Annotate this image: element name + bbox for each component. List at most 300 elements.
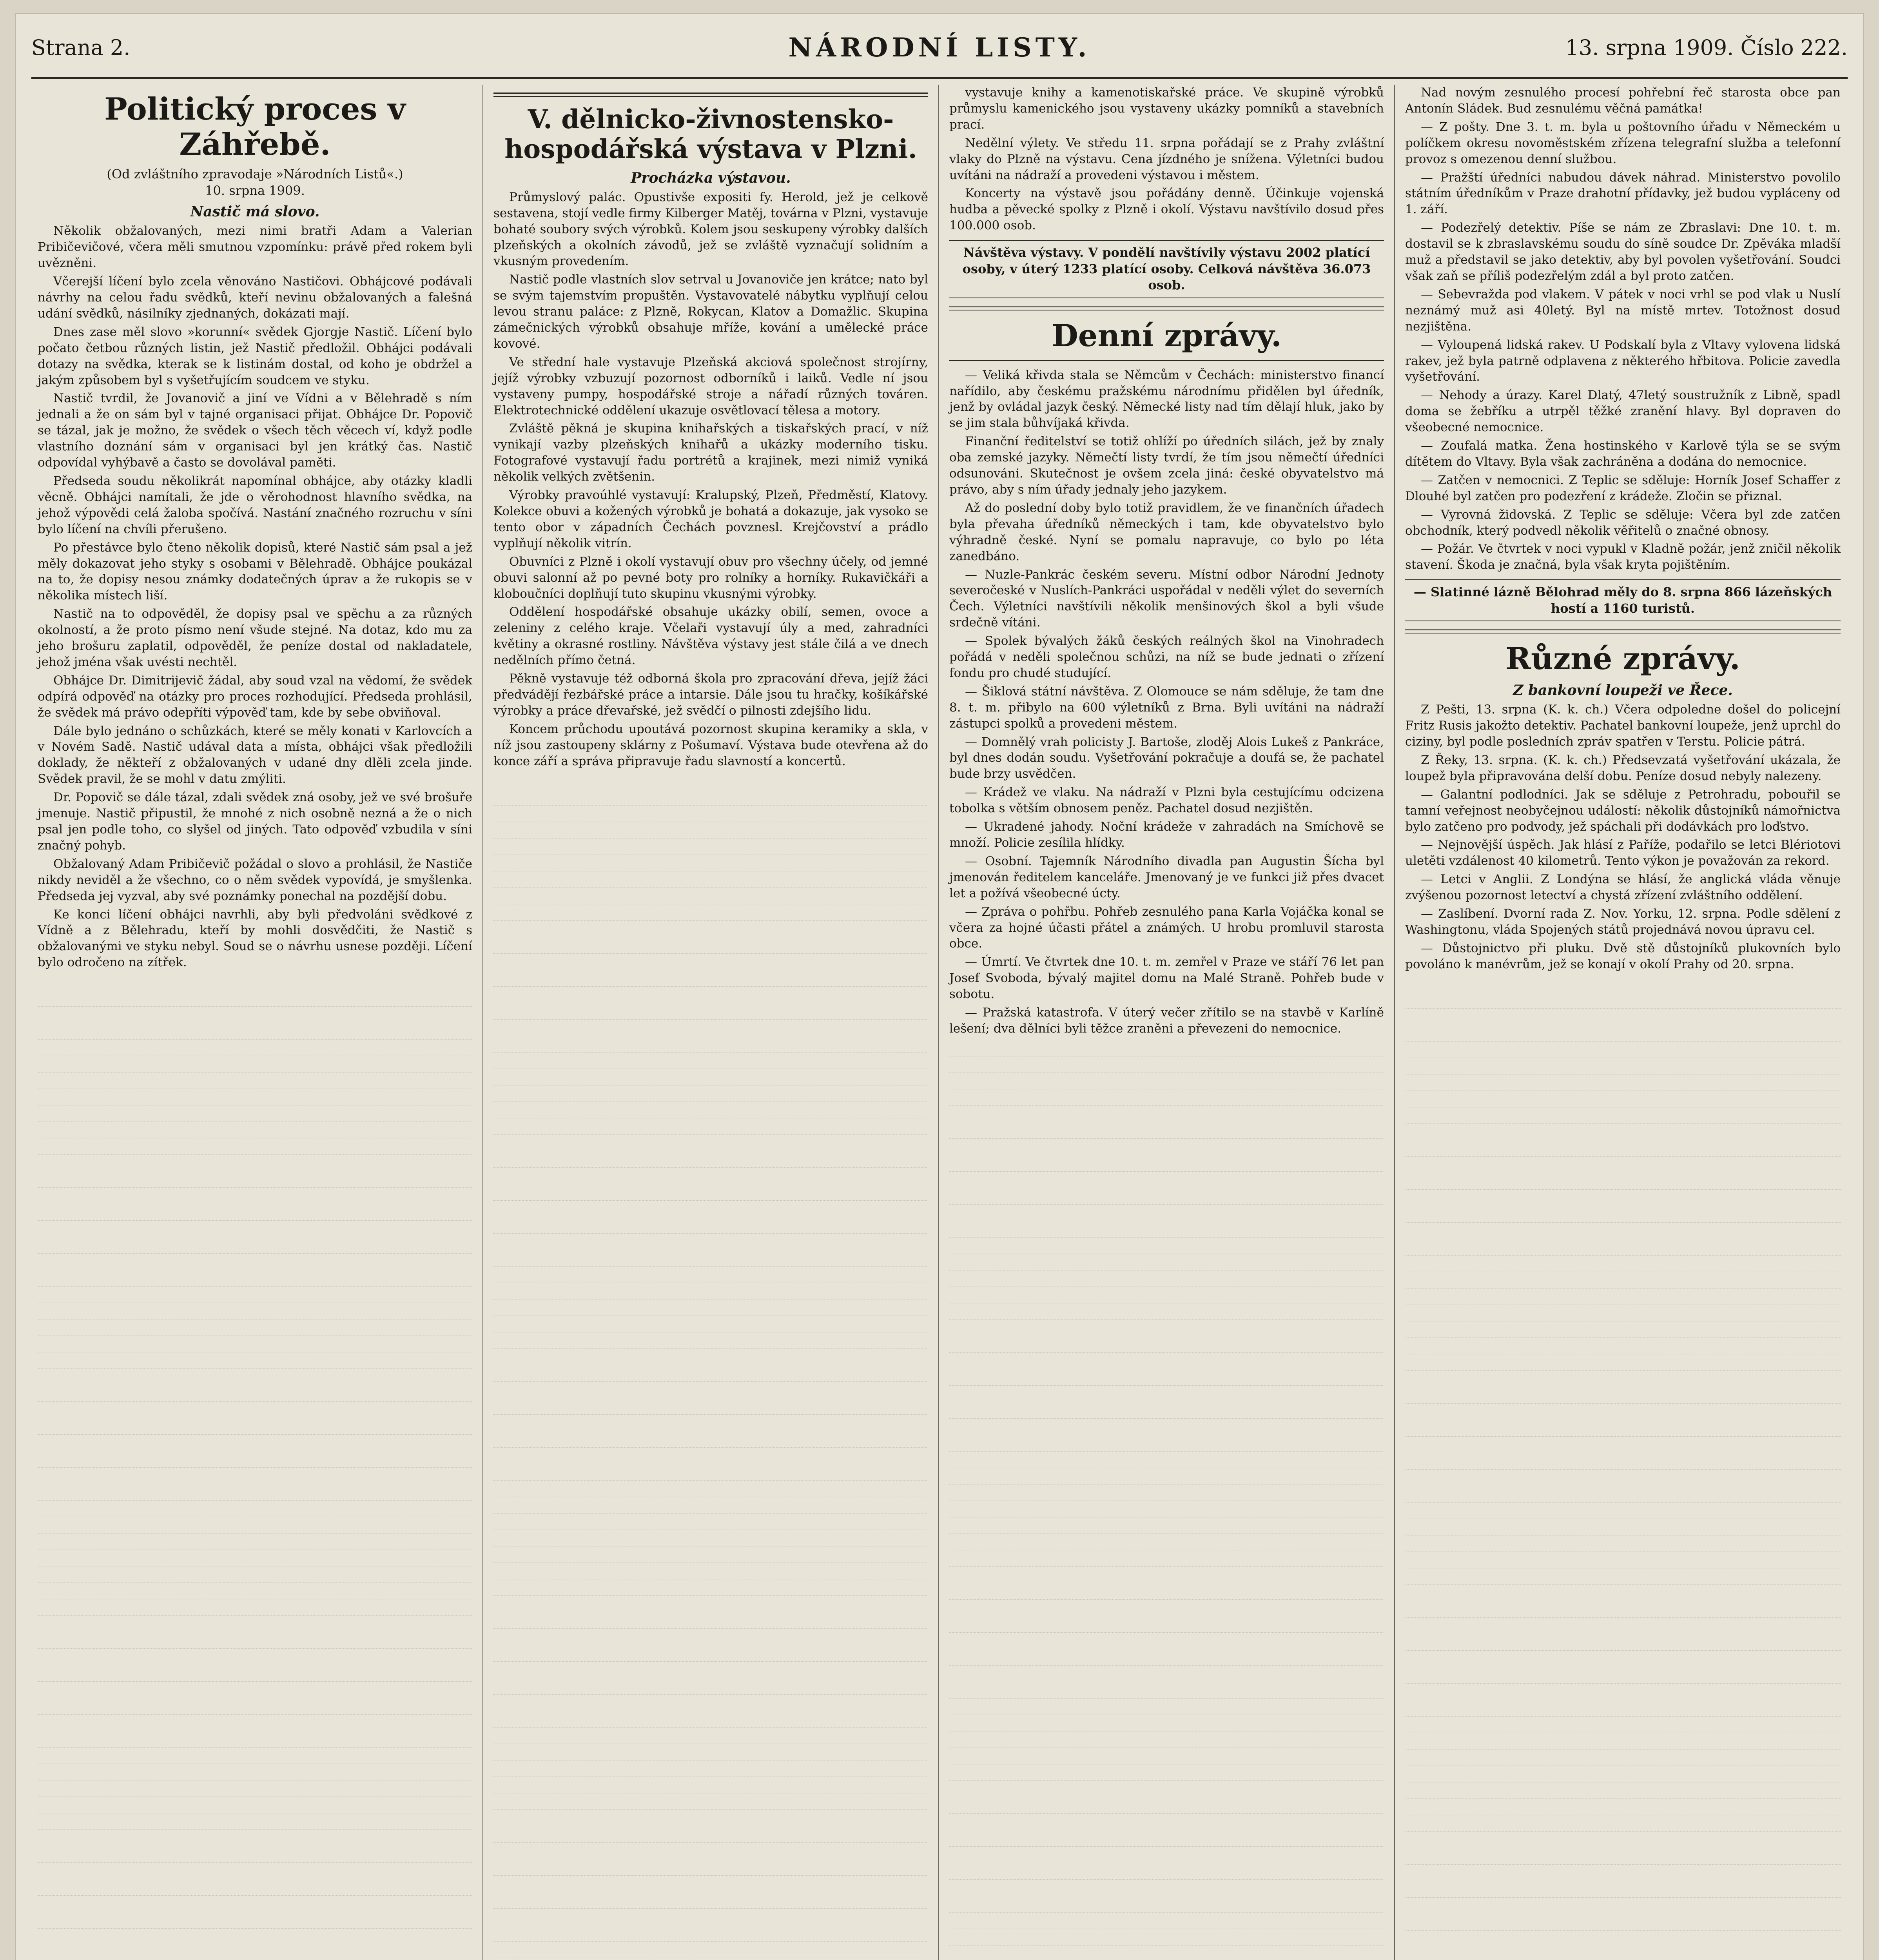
newspaper-page [16,14,1863,1960]
paragraph: Z Řeky, 13. srpna. (K. k. ch.) Předsevzatá vyšetřování ukázala, že loupež byla připravována delší dobu. Peníze dosud nebyly nalezeny. [1405,753,1841,783]
paragraph: — Zatčen v nemocnici. Z Teplic se sděluje: Horník Josef Schaffer z Dlouhé byl zatčen pro podezření z krádeže. Zločin se přiznal. [1405,473,1841,503]
text-line [949,1089,1384,1106]
text-line [38,1270,472,1287]
text-line [1405,1651,1841,1667]
text-line [38,1105,472,1122]
text-line [949,1303,1384,1320]
text-line [493,1431,928,1448]
text-line [949,1254,1384,1270]
text-line [949,1369,1384,1386]
text-line [1405,1256,1841,1272]
text-line [38,1369,472,1385]
text-line [493,1859,928,1876]
text-line [38,1698,472,1715]
text-line [1405,1733,1841,1749]
text-line [38,1237,472,1254]
text-line [949,1188,1384,1205]
section-headline: Různé zprávy. [1505,641,1740,677]
text-line [493,1728,928,1744]
text-line [949,1896,1384,1913]
attendance-notice: Návštěva výstavy. V pondělí navštívily výstavu 2002 platící osoby, v úterý 1233 platící osoby. Celková návštěva 36.073 osob. [949,240,1384,298]
paragraph: Koncerty na výstavě jsou pořádány denně. Účinkuje vojenská hudba a pěvecké spolky z Plzně i okolí. Výstavu navštívilo dosud přes 100.000 osob. [949,186,1384,233]
masthead [31,18,1848,79]
paragraph: — Vyrovná židovská. Z Teplic se sděluje: Včera byl zde zatčen obchodník, který podvedl několik věřitelů o značné obnosy. [1405,507,1841,538]
spa-notice: — Slatinné lázně Bělohrad měly do 8. srpna 866 lázeňských hostí a 1160 turistů. [1405,579,1841,621]
text-line [949,1155,1384,1172]
text-line [493,1184,928,1201]
text-line [493,888,928,904]
article-continuation [949,85,1384,234]
text-line [493,1810,928,1826]
paragraph: Průmyslový palác. Opustivše expositi fy. Herold, jež je celkově sestavena, stojí vedle firmy Kilberger Matěj, továrna v Plzni, vystavuje bohaté soubory svých výrobků. Kolem jsou seskupeny výrobky dalších plzeňských a okolních závodů, jež se zvláště vyznačují solidním a vkusným provedením. [493,190,928,269]
text-line [38,1287,472,1303]
article-body [38,223,472,971]
text-line [493,1579,928,1596]
text-line [1405,1717,1841,1733]
paragraph: — Pražská katastrofa. V úterý večer zřítilo se na stavbě v Karlíně lešení; dva dělníci byli těžce zraněni a převezeni do nemocnice. [949,1005,1384,1036]
text-line [493,1695,928,1711]
text-line [38,1303,472,1319]
column-4 [1395,85,1851,1960]
text-line [1405,1799,1841,1815]
paragraph: Nastič podle vlastních slov setrval u Jovanoviče jen krátce; nato byl se svým tajemstvím propuštěn. Vystavovatelé nábytku vyplňují celou levou stranu paláce: z Plzně, Rokycan, Klatov a Domažlic. Skupina zámečnických výrobků obsahuje mříže, kování a umělecké práce kovové. [493,272,928,351]
text-line [1405,1634,1841,1651]
text-line [1405,1535,1841,1552]
text-line [949,1797,1384,1814]
text-line [493,1299,928,1316]
text-line [493,904,928,921]
text-line [38,1517,472,1534]
text-line [493,838,928,855]
text-line [38,1073,472,1089]
paragraph: Ke konci líčení obhájci navrhli, aby byli předvoláni svědkové z Vídně a z Bělehradu, kteří by mohli dosvědčiti, že Nastič s obžalovanými ve styku nebyl. Soud se o návrhu usnese později. Líčení bylo odročeno na zítřek. [38,907,472,970]
text-line [1405,1914,1841,1931]
text-line [38,1319,472,1336]
text-line [1405,976,1841,992]
text-line [1405,1289,1841,1305]
paragraph: Nastič na to odpověděl, že dopisy psal ve spěchu a za různých okolností, a že proto písmo není všude stejné. Na dotaz, kdo mu za jeho brošuru zaplatil, odpověděl, že peníze dostal od nakladatele, jehož jména však uvésti nechtěl. [38,607,472,669]
paragraph: Finanční ředitelství se totiž ohlíží po úředních silách, jež by znaly oba zemské jazyky. Němečtí listy tvrdí, že tím jsou němečtí úředníci odsunováni. Skutečnost je ovšem zcela jiná: české obyvatelstvo má právo, aby s ním úřady jednaly jeho jazykem. [949,434,1384,497]
text-line [38,1418,472,1435]
text-continuation [949,1040,1384,1960]
text-line [949,1056,1384,1073]
text-line [949,1485,1384,1501]
text-line [493,822,928,838]
text-line [949,1880,1384,1896]
text-line [949,1402,1384,1419]
text-line [1405,1453,1841,1470]
text-line [949,1633,1384,1649]
text-line [38,1484,472,1501]
paragraph: Obžalovaný Adam Pribičevič požádal o slovo a prohlásil, že Nastiče nikdy neviděl a že všechno, co o něm svědek vypovídá, je smyšlenka. Předseda jej vyzval, aby své poznámky ponechal na pozdější dobu. [38,857,472,903]
article-subheading: Z bankovní loupeži ve Řece. [1513,682,1733,699]
text-line [493,1777,928,1793]
text-line [493,1415,928,1431]
text-line [493,1069,928,1085]
text-line [1405,1700,1841,1717]
text-line [493,855,928,871]
text-line [493,1020,928,1036]
column-3 [939,85,1395,1960]
text-line [949,1501,1384,1517]
text-line [949,1452,1384,1468]
text-line [1405,1898,1841,1914]
text-line [949,1814,1384,1830]
text-line [493,1118,928,1135]
text-line [1405,1157,1841,1173]
text-line [949,1748,1384,1764]
text-line [38,1040,472,1056]
text-line [493,1398,928,1415]
text-line [493,1744,928,1760]
newspaper-title: NÁRODNÍ LISTY. [788,32,1091,63]
text-line [949,1666,1384,1682]
text-line [1405,1766,1841,1782]
text-line [949,1040,1384,1056]
text-line [949,1781,1384,1797]
text-line [1405,1338,1841,1354]
text-line [1405,1305,1841,1321]
text-line [949,1320,1384,1336]
text-line [1405,1387,1841,1404]
text-line [1405,1601,1841,1618]
paragraph: — Důstojnictvo při pluku. Dvě stě důstojníků plukovních bylo povoláno k manévrům, jež se konají v okolí Prahy od 20. srpna. [1405,941,1841,971]
text-line [493,1530,928,1546]
article-body [949,367,1384,1037]
text-line [493,937,928,954]
text-line [493,1876,928,1892]
text-continuation [1405,976,1841,1960]
section-divider [493,93,928,97]
text-line [1405,1239,1841,1256]
paragraph: Oddělení hospodářské obsahuje ukázky obilí, semen, ovoce a zeleniny z celého kraje. Včelaři vystavují úly a med, zahradníci květiny a okrasné rostliny. Návštěva výstavy jest stále čilá a ve dnech nedělních přímo četná. [493,605,928,668]
text-line [493,1250,928,1267]
paragraph: — Nejnovější úspěch. Jak hlásí z Paříže, podařilo se letci Blériotovi uletěti vzdálenost 40 kilometrů. Tento výkon je považován za rekord. [1405,838,1841,868]
text-line [493,1793,928,1810]
paragraph: Nastič tvrdil, že Jovanovič a jiní ve Vídni a v Bělehradě s ním jednali a že on sám byl v tajné organisaci přijat. Obhájce Dr. Popovič se tázal, jak je možno, že svědek o všech těch věcech ví, když podle vlastního doznání sám v organisaci byl jen krátký čas. Nastič odpovídal vyhýbavě a často se dovolával paměti. [38,391,472,470]
text-line [493,789,928,806]
text-line [949,1106,1384,1122]
text-line [1405,1371,1841,1387]
text-line [493,1612,928,1629]
text-line [493,1464,928,1481]
text-line [949,1649,1384,1666]
paragraph: Několik obžalovaných, mezi nimi bratři Adam a Valerian Pribičevičové, včera měli smutnou vzpomínku: právě před rokem byli uvězněni. [38,224,472,270]
text-line [1405,1025,1841,1042]
text-line [949,1616,1384,1633]
text-line [38,1435,472,1451]
text-line [493,921,928,937]
paragraph: — Zpráva o pohřbu. Pohřeb zesnulého pana Karla Vojáčka konal se včera za hojné účasti přátel a známých. U hrobu promluvil starosta obce. [949,904,1384,951]
text-line [949,1336,1384,1353]
text-line [949,1238,1384,1254]
text-line [38,1221,472,1237]
text-line [1405,1140,1841,1157]
text-line [38,1254,472,1270]
paragraph: — Sebevražda pod vlakem. V pátek v noci vrhl se pod vlak u Nuslí neznámý muž asi 40letý. Byl na místě mrtev. Totožnost dosud nezjištěna. [1405,287,1841,334]
article-headline: Politický proces v Záhřebě. [104,91,406,162]
text-line [38,1171,472,1188]
text-line [493,806,928,822]
text-line [493,1662,928,1678]
text-line [493,1365,928,1382]
text-line [1405,1272,1841,1289]
text-line [493,1168,928,1184]
text-line [493,1629,928,1645]
text-line [1405,1503,1841,1519]
issue-date-number: 13. srpna 1909. Číslo 222. [1565,35,1848,60]
text-line [949,1221,1384,1238]
text-line [493,1036,928,1053]
text-line [38,1599,472,1616]
text-line [1405,1107,1841,1124]
text-line [493,1925,928,1942]
text-line [1405,1618,1841,1634]
text-line [38,1566,472,1583]
text-line [1405,1782,1841,1799]
text-line [38,1336,472,1352]
text-line [1405,1091,1841,1107]
paragraph: — Pražští úředníci nabudou dávek náhrad. Ministerstvo povolilo státním úředníkům v Praze drahotní přídavky, jež budou vypláceny od 1. září. [1405,170,1841,217]
text-line [38,1583,472,1599]
text-line [493,954,928,970]
column-2 [483,85,939,1960]
article-subheading: Nastič má slovo. [190,203,320,220]
text-line [949,1863,1384,1880]
text-line [38,1846,472,1863]
text-line [493,1332,928,1349]
text-line [493,1234,928,1250]
text-line [493,1003,928,1020]
paragraph: — Zoufalá matka. Žena hostinského v Karlově týla se se svým dítětem do Vltavy. Byla však zachráněna a dodána do nemocnice. [1405,439,1841,469]
text-line [1405,1585,1841,1601]
text-line [949,1550,1384,1567]
text-line [38,1616,472,1632]
text-line [493,1909,928,1925]
text-line [1405,1223,1841,1239]
text-line [493,1514,928,1530]
text-line [1405,1832,1841,1848]
text-line [1405,1009,1841,1025]
text-line [38,1665,472,1682]
paragraph: Z Pešti, 13. srpna (K. k. ch.) Včera odpoledne došel do policejní Fritz Rusis jakožto detektiv. Pachatel bankovní loupeže, jenž uprchl do ciziny, byl podle posledních zpráv spatřen v Terstu. Policie pátrá. [1405,702,1841,749]
paragraph: — Požár. Ve čtvrtek v noci vypukl v Kladně požár, jenž zničil několik stavení. Škoda je značná, byla však kryta pojištěním. [1405,542,1841,572]
text-line [38,1682,472,1698]
text-line [1405,1947,1841,1960]
text-line [493,1596,928,1612]
text-line [949,1583,1384,1600]
text-line [38,1451,472,1468]
text-line [38,1155,472,1171]
text-line [949,1270,1384,1287]
rule [949,360,1384,361]
text-line [38,1830,472,1846]
text-line [949,1073,1384,1089]
text-line [949,1122,1384,1139]
text-line [38,1797,472,1813]
text-line [493,871,928,888]
article-body [493,189,928,769]
text-line [1405,1931,1841,1947]
paragraph: Dále bylo jednáno o schůzkách, které se měly konati v Karlovcích a v Novém Sadě. Nastič udával data a místa, obhájci však předložili doklady, že někteří z obžalovaných v udané dny dlěli zcela jinde. Svědek pravil, že se mohl v datu zmýliti. [38,724,472,786]
text-line [38,974,472,990]
text-line [1405,1486,1841,1503]
paragraph: — Nehody a úrazy. Karel Dlatý, 47letý soustružník z Libně, spadl doma se žebříku a utrpěl těžké zranění hlavy. Byl dopraven do všeobecné nemocnice. [1405,388,1841,435]
paragraph: — Podezřelý detektiv. Píše se nám ze Zbraslavi: Dne 10. t. m. dostavil se k zbraslavskému soudu do síně soudce Dr. Zpěváka mladší muž a představil se jako detektiv, aby byl povolen vyšetřování. Soudci však zaň se příliš podezřelým zdál a byl proto zatčen. [1405,221,1841,283]
article-byline: (Od zvláštního zpravodaje »Národních Listů«.) [107,167,403,182]
text-line [38,1468,472,1484]
text-line [38,1632,472,1649]
text-line [38,1204,472,1221]
text-line [949,1534,1384,1550]
paragraph: Předseda soudu několikrát napomínal obhájce, aby otázky kladli věcně. Obhájci namítali, že jde o věrohodnost hlavního svědka, na jehož výpovědi celá žaloba spočívá. Nastání značného rozruchu v síni bylo líčení na chvíli přerušeno. [38,474,472,536]
paragraph: Dr. Popovič se dále tázal, zdali svědek zná osoby, jež ve své brošuře jmenuje. Nastič připustil, že mnohé z nich osobně nezná a že o nich psal jen podle toho, co slyšel od jiných. Tato odpověď vzbudila v síni značný pohyb. [38,790,472,853]
text-line [1405,1519,1841,1535]
paragraph: — Vyloupená lidská rakev. U Podskalí byla z Vltavy vylovena lidská rakev, jež byla patrně odplavena z některého hřbitova. Policie zavedla vyšetřování. [1405,338,1841,384]
paragraph: Po přestávce bylo čteno několik dopisů, které Nastič sám psal a jež měly dokazovat jeho styky s osobami v Bělehradě. Obhájce poukázal na to, že dopisy nesou známky dodatečných úprav a že rukopis se v několika místech liší. [38,540,472,603]
paragraph: Nedělní výlety. Ve středu 11. srpna pořádají se z Prahy zvláštní vlaky do Plzně na výstavu. Cena jízdného je snížena. Výletníci budou uvítáni na nádraží a provedeni výstavou i městem. [949,136,1384,182]
text-line [493,1760,928,1777]
paragraph: Obuvníci z Plzně i okolí vystavují obuv pro všechny účely, od jemné obuvi salonní až po pevné boty pro rolníky a horníky. Rukavičkáři a kloboučníci doplňují tuto skupinu vkusnými výrobky. [493,554,928,601]
text-line [1405,1321,1841,1338]
paragraph: — Zaslíbení. Dvorní rada Z. Nov. Yorku, 12. srpna. Podle sdělení z Washingtonu, vláda Spojených států projednává novou úpravu cel. [1405,907,1841,937]
text-line [38,1138,472,1155]
paragraph: Výrobky pravoúhlé vystavují: Kralupský, Plzeň, Předměstí, Klatovy. Kolekce obuvi a kožených výrobků je bohatá a dokazuje, jak vysoko se tento obor v západních Čechách povznesl. Krejčovství a prádlo vyplňují několik vitrín. [493,488,928,550]
text-continuation [493,773,928,1960]
text-line [493,1942,928,1958]
text-continuation [38,974,472,1960]
paragraph: — Galantní podlodníci. Jak se sděluje z Petrohradu, pobouřil se tamní veřejnost neobyčejnou událostí: několik důstojníků námořnictva bylo zatčeno pro podvody, jež spáchali při dodávkách pro loďstvo. [1405,787,1841,834]
text-line [38,1188,472,1204]
text-line [493,1217,928,1234]
text-line [1405,1749,1841,1766]
text-line [493,1563,928,1579]
paragraph: — Ukradené jahody. Noční krádeže v zahradách na Smíchově se množí. Policie zesílila hlídky. [949,820,1384,850]
text-line [493,1481,928,1497]
text-line [38,1879,472,1896]
text-line [1405,1354,1841,1371]
article-continuation [1405,85,1841,573]
text-line [949,1435,1384,1452]
text-line [38,1748,472,1764]
text-line [493,1316,928,1332]
text-line [1405,1470,1841,1486]
text-line [1405,1190,1841,1206]
paragraph: Pěkně vystavuje též odborná škola pro zpracování dřeva, jejíž žáci předvádějí řezbářské práce a intarsie. Dále jsou tu hračky, košíkářské výrobky a práce dřevařské, jež svědčí o pilnosti zdejšího lidu. [493,671,928,718]
text-line [949,1847,1384,1863]
text-line [949,1517,1384,1534]
text-line [493,1102,928,1118]
text-line [949,1600,1384,1616]
text-line [1405,1404,1841,1420]
text-line [949,1715,1384,1731]
paragraph: Nad novým zesnulého procesí pohřební řeč starosta obce pan Antonín Sládek. Bud zesnulému věčná památka! [1405,85,1841,116]
text-line [1405,1074,1841,1091]
text-line [38,1501,472,1517]
article-subheading: Procházka výstavou. [631,169,791,186]
text-line [493,1711,928,1728]
text-line [1405,1124,1841,1140]
text-line [949,1830,1384,1847]
text-line [38,1122,472,1138]
text-line [949,1386,1384,1402]
text-line [1405,1042,1841,1058]
text-line [493,1151,928,1168]
text-line [493,1053,928,1069]
text-line [38,1863,472,1879]
text-line [493,987,928,1003]
text-line [493,970,928,987]
text-line [949,1764,1384,1781]
text-line [1405,1552,1841,1568]
text-line [1405,1058,1841,1074]
text-line [38,1731,472,1748]
paragraph: — Domnělý vrah policisty J. Bartoše, zloděj Alois Lukeš z Pankráce, byl dnes dodán soudu. Vyšetřování pokračuje a doufá se, že pachatel bude brzy usvědčen. [949,735,1384,781]
text-line [493,1349,928,1365]
text-line [1405,1684,1841,1700]
paragraph: — Nuzle-Pankrác českém severu. Místní odbor Národní Jednoty severočeské v Nuslích-Pankráci uspořádal v neděli výlet do severních Čech. Výletníci navštívili několik menšinových škol a byli všude srdečně vítáni. [949,567,1384,630]
paragraph: — Veliká křivda stala se Němcům v Čechách: ministerstvo financí nařídilo, aby českému pražskému národnímu přidělen byl úředník, jenž by ovládal jazyk český. Německé listy nad tím dělají hluk, jako by se jim stala bůhvíjaká křivda. [949,368,1384,430]
text-line [1405,1667,1841,1684]
text-line [493,1497,928,1514]
text-line [949,1468,1384,1485]
text-line [1405,1881,1841,1898]
paragraph: Koncem průchodu upoutává pozornost skupina keramiky a skla, v níž jsou zastoupeny sklárny z Pošumaví. Výstava bude otevřena až do konce září a správa připravuje řadu slavností a koncertů. [493,722,928,768]
text-line [38,1023,472,1040]
text-line [38,1813,472,1830]
paragraph: — Osobní. Tajemník Národního divadla pan Augustin Šícha byl jmenován ředitelem kanceláře. Jmenovaný je ve funkci již přes dvacet let a požívá všeobecné úcty. [949,854,1384,900]
text-line [493,773,928,789]
text-line [949,1353,1384,1369]
paragraph: — Letci v Anglii. Z Londýna se hlásí, že anglická vláda věnuje zvýšenou pozornost letectví a chystá zřízení zvláštního oddělení. [1405,872,1841,903]
text-line [1405,1420,1841,1437]
text-line [493,1843,928,1859]
text-line [38,990,472,1007]
text-line [1405,1815,1841,1832]
text-line [1405,1437,1841,1453]
text-line [38,1385,472,1402]
text-line [493,1448,928,1464]
text-line [1405,992,1841,1009]
text-line [493,1645,928,1662]
text-line [949,1139,1384,1155]
paragraph: Až do poslední doby bylo totiž pravidlem, že ve finančních úřadech byla převaha úředníků německých i tam, kde obyvatelstvo bylo výhradně české. Nyní se pomalu napravuje, co bylo po léta zanedbáno. [949,501,1384,563]
text-line [1405,1173,1841,1190]
article-headline: V. dělnicko-živnostensko-hospodářská výstava v Plzni. [504,104,917,164]
paragraph: Dnes zase měl slovo »korunní« svědek Gjorgje Nastič. Líčení bylo počato četbou různých listin, jež Nastič předložil. Obhájci podávali dotazy na svědka, kterak se k listinám dostal, od koho je obdržel a jakým způsobem byl s vyšetřujícím soudcem ve styku. [38,325,472,387]
paragraph: Zvláště pěkná je skupina knihařských a tiskařských prací, v níž vynikají vazby plzeňských knihařů a ukázky moderního tisku. Fotografové vystavují řadu portrétů a krajinek, mezi nimiž vyniká několik velkých zvětšenin. [493,421,928,484]
paragraph: — Spolek bývalých žáků českých reálných škol na Vinohradech pořádá v neděli společnou schůzi, na níž se bude jednati o zřízení fondu pro chudé studující. [949,634,1384,680]
text-line [38,1089,472,1105]
text-line [493,1546,928,1563]
text-line [949,1929,1384,1945]
text-line [38,1945,472,1960]
columns [27,85,1852,1960]
text-line [38,1912,472,1929]
paragraph: Včerejší líčení bylo zcela věnováno Nastičovi. Obhájcové podávali návrhy na celou řadu svědků, kteří nevinu obžalovaných a falešná udání svědků, násilníky zjednaných, dokázati mají. [38,274,472,321]
text-line [949,1731,1384,1748]
text-line [38,1007,472,1023]
text-line [38,1715,472,1731]
text-line [38,1896,472,1912]
text-line [493,1892,928,1909]
paragraph: vystavuje knihy a kamenotiskařské práce. Ve skupině výrobků průmyslu kamenického jsou vystaveny ukázky pomníků a stavebních prací. [949,85,1384,132]
text-line [1405,1568,1841,1585]
text-line [949,1913,1384,1929]
article-dateline: 10. srpna 1909. [205,183,305,198]
text-line [949,1699,1384,1715]
text-line [949,1172,1384,1188]
